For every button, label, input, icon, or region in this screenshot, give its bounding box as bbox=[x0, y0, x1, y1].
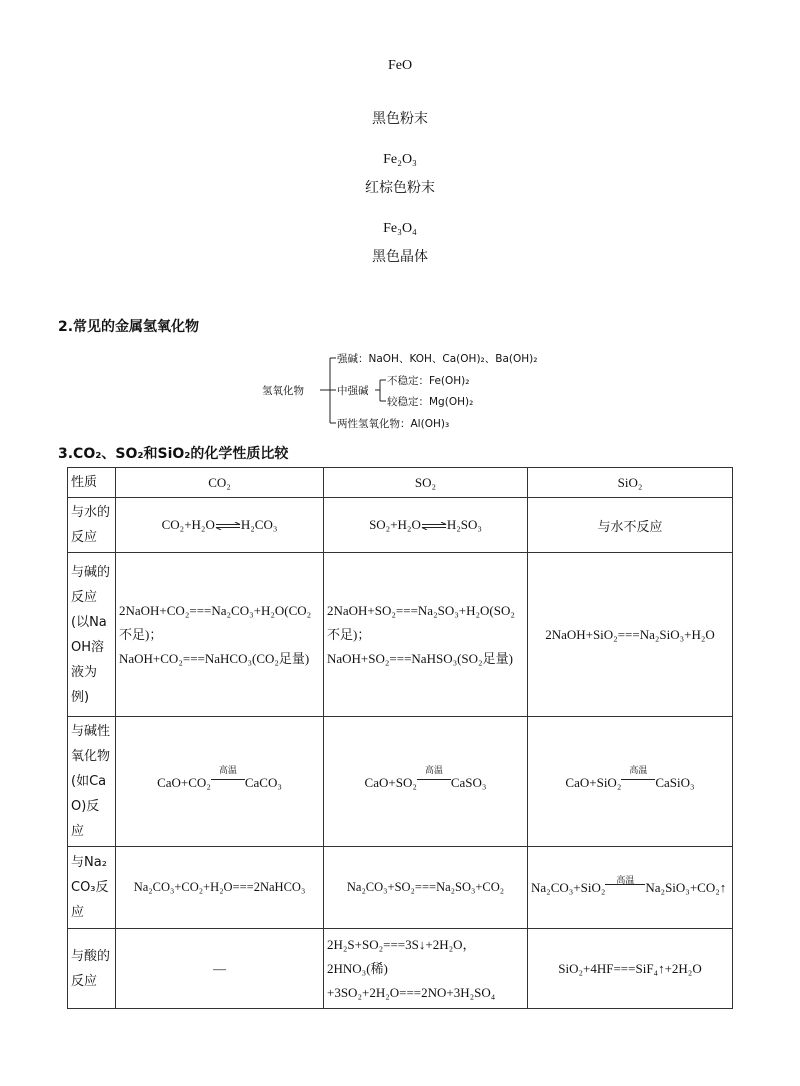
cell-co2-na2co3: Na₂CO₃+CO₂+H₂O===2NaHCO₃ bbox=[116, 847, 324, 929]
diagram-medium-base: 中强碱 bbox=[337, 385, 369, 397]
cell-sio2-base: 2NaOH+SiO₂===Na₂SiO₃+H₂O bbox=[528, 553, 733, 717]
row-label-na2co3: 与Na₂CO₃反应 bbox=[68, 847, 116, 929]
oxide-desc-fe3o4: 黑色晶体 bbox=[372, 249, 428, 265]
cell-co2-base: 2NaOH+CO₂===Na₂CO₃+H₂O(CO₂不足)； NaOH+CO₂===NaHCO₃(CO₂足量) bbox=[116, 553, 324, 717]
high-temp-condition: 高温 bbox=[621, 773, 655, 787]
row-label-water: 与水的反应 bbox=[68, 498, 116, 553]
table-row bbox=[68, 847, 733, 929]
table-row bbox=[68, 717, 733, 847]
header-sio2: SiO₂ bbox=[528, 468, 733, 498]
row-label-acid: 与酸的反应 bbox=[68, 929, 116, 1009]
cell-sio2-basic-oxide: CaO+SiO₂ 高温 CaSiO₃ bbox=[528, 717, 733, 847]
oxide-desc-feo: 黑色粉末 bbox=[372, 111, 428, 127]
high-temp-condition: 高温 bbox=[605, 878, 645, 892]
section-3-title: 3.CO₂、SO₂和SiO₂的化学性质比较 bbox=[58, 446, 289, 462]
high-temp-condition: 高温 bbox=[211, 773, 245, 787]
diagram-strong-base: 强碱：NaOH、KOH、Ca(OH)₂、Ba(OH)₂ bbox=[337, 353, 538, 365]
section-2-title: 2.常见的金属氢氧化物 bbox=[58, 319, 200, 335]
oxide-formula-fe2o3: Fe₂O₃ bbox=[383, 152, 417, 167]
diagram-stable: 较稳定：Mg(OH)₂ bbox=[387, 396, 474, 408]
high-temp-condition: 高温 bbox=[417, 773, 451, 787]
diagram-unstable: 不稳定：Fe(OH)₂ bbox=[387, 375, 470, 387]
reversible-arrow-icon bbox=[421, 522, 447, 530]
oxide-desc-fe2o3: 红棕色粉末 bbox=[365, 180, 435, 196]
reversible-arrow-icon bbox=[215, 522, 241, 530]
cell-sio2-water: 与水不反应 bbox=[528, 498, 733, 553]
hydroxide-classification-diagram bbox=[262, 347, 562, 437]
table-row bbox=[68, 929, 733, 1009]
diagram-amphoteric: 两性氢氧化物：Al(OH)₃ bbox=[337, 418, 450, 430]
diagram-root-label: 氢氧化物 bbox=[262, 385, 304, 397]
oxide-formula-feo: FeO bbox=[387, 58, 413, 73]
cell-co2-basic-oxide: CaO+CO₂ 高温 CaCO₃ bbox=[116, 717, 324, 847]
cell-sio2-acid: SiO₂+4HF===SiF₄↑+2H₂O bbox=[528, 929, 733, 1009]
cell-so2-acid: 2H₂S+SO₂===3S↓+2H₂O， 2HNO₃(稀) +3SO₂+2H₂O===2NO+3H₂SO₄ bbox=[324, 929, 528, 1009]
table-row bbox=[68, 498, 733, 553]
cell-so2-base: 2NaOH+SO₂===Na₂SO₃+H₂O(SO₂不足)； NaOH+SO₂===NaHSO₃(SO₂足量) bbox=[324, 553, 528, 717]
table-header-row bbox=[68, 468, 733, 498]
cell-so2-water: SO₂+H₂O H₂SO₃ bbox=[324, 498, 528, 553]
table-row bbox=[68, 553, 733, 717]
cell-so2-basic-oxide: CaO+SO₂ 高温 CaSO₃ bbox=[324, 717, 528, 847]
cell-co2-acid: — bbox=[116, 929, 324, 1009]
row-label-base: 与碱的反应(以NaOH溶液为例) bbox=[68, 553, 116, 717]
header-property: 性质 bbox=[68, 468, 116, 498]
header-co2: CO₂ bbox=[116, 468, 324, 498]
comparison-table bbox=[67, 467, 733, 1009]
row-label-basic-oxide: 与碱性氧化物(如CaO)反应 bbox=[68, 717, 116, 847]
header-so2: SO₂ bbox=[324, 468, 528, 498]
cell-so2-na2co3: Na₂CO₃+SO₂===Na₂SO₃+CO₂ bbox=[324, 847, 528, 929]
cell-co2-water: CO₂+H₂O H₂CO₃ bbox=[116, 498, 324, 553]
cell-sio2-na2co3: Na₂CO₃+SiO₂ 高温 Na₂SiO₃+CO₂↑ bbox=[528, 847, 733, 929]
oxide-formula-fe3o4: Fe₃O₄ bbox=[383, 221, 417, 236]
